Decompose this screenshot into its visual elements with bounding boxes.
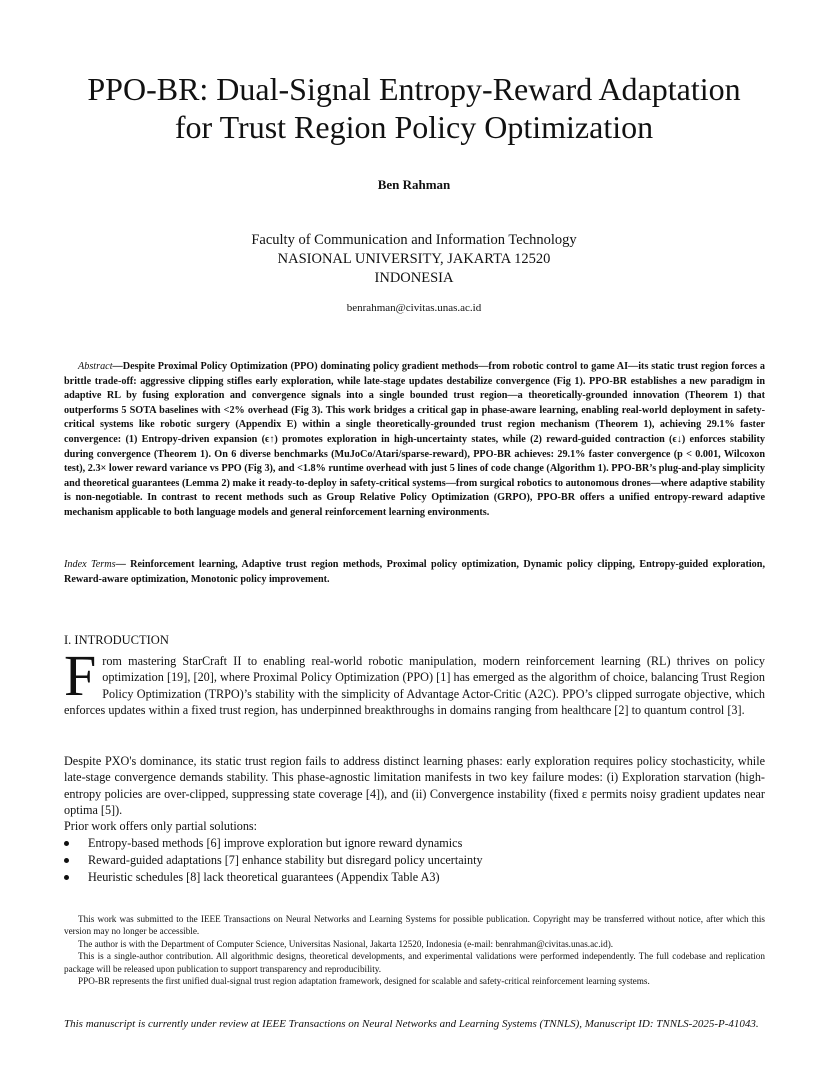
list-item (64, 852, 765, 869)
abstract-text: —Despite Proximal Policy Optimization (PPO) dominating policy gradient methods—from robotic control to game AI—its static trust region forces a brittle trade-off: aggressive clipping stifles early exploration, while late-stage updates destabilize convergence (Fig 1). PPO-BR establishes a new paradigm in adaptive RL by fusing exploration and convergence signals into a single bounded trust region—a theoretically-grounded innovation (Theorem 1) that outperforms 5 SOTA baselines with <2% overhead (Fig 3). This work bridges a critical gap in phase-aware learning, enabling real-world deployment in safety-critical systems like robotic surgery (Appendix E) within a single theoretically-grounded trust region mechanism (Theorem 1), achieving 29.1% faster convergence: (1) Entropy-driven expansion (ϵ↑) promotes exploration in high-uncertainty states, while (2) reward-guided contraction (ϵ↓) enforces stability during convergence (Theorem 1). On 6 diverse benchmarks (MuJoCo/Atari/sparse-reward), PPO-BR achieves: 29.1% faster convergence (p < 0.001, Wilcoxon test), 2.3× lower reward variance vs PPO (Fig 3), and <1.8% runtime overhead with just 5 lines of code change (Algorithm 1). PPO-BR’s plug-and-play simplicity and theoretical guarantees (Lemma 2) make it ready-to-deploy in safety-critical systems—from surgical robotics to autonomous drones—where adaptive stability is non-negotiable. In contrast to recent methods such as Group Relative Policy Optimization (GRPO), PPO-BR offers a unified entropy-reward adaptive mechanism applicable to both language models and general reinforcement learning environments. (64, 361, 765, 518)
intro-paragraph-3: Prior work offers only partial solutions: (64, 819, 258, 833)
list-item-text: Entropy-based methods [6] improve exploration but ignore reward dynamics (88, 836, 463, 850)
list-item-text: Heuristic schedules [8] lack theoretical guarantees (Appendix Table A3) (88, 870, 440, 884)
prior-work-list (64, 835, 765, 886)
section-heading-introduction: I. INTRODUCTION (64, 633, 169, 647)
list-item (64, 835, 765, 852)
author-email: benrahman@civitas.unas.ac.id (346, 302, 482, 314)
manuscript-note: This manuscript is currently under review at IEEE Transactions on Neural Networks and Learning Systems (TNNLS), Manuscript ID: TNNLS-2025-P-41043. (64, 1018, 759, 1030)
intro-paragraph-1 (64, 643, 765, 719)
author-name: Ben Rahman (377, 177, 451, 192)
abstract-label: Abstract (78, 361, 113, 372)
list-item-text: Reward-guided adaptations [7] enhance stability but disregard policy uncertainty (88, 853, 483, 867)
bullet-icon (64, 858, 69, 863)
affiliation-line-3: INDONESIA (374, 270, 454, 286)
paper-title (40, 70, 788, 146)
title-line-1: PPO-BR: Dual-Signal Entropy-Reward Adaptation (87, 71, 741, 107)
index-terms (64, 558, 765, 587)
footnote: The author is with the Department of Computer Science, Universitas Nasional, Jakarta 12520, Indonesia (e-mail: benrahman@civitas.unas.ac.id). (78, 938, 614, 949)
bullet-icon (64, 875, 69, 880)
title-line-2: for Trust Region Policy Optimization (174, 109, 654, 145)
footnotes (64, 913, 765, 987)
footnote: This work was submitted to the IEEE Transactions on Neural Networks and Learning Systems for possible publication. Copyright may be transferred without notice, after which this version may no longer be accessible. (64, 914, 765, 937)
drop-cap: F (64, 643, 97, 708)
index-terms-text: — Reinforcement learning, Adaptive trust region methods, Proximal policy optimization, Dynamic policy clipping, Entropy-guided exploration, Reward-aware optimization, Monotonic policy improvement. (64, 559, 765, 585)
footnote: This is a single-author contribution. All algorithmic designs, theoretical developments, and experimental validations were performed independently. The full codebase and replication package will be released upon publication to support transparency and reproducibility. (64, 951, 765, 974)
affiliation-line-1: Faculty of Communication and Information Technology (251, 232, 577, 248)
intro-paragraph-2: Despite PXO's dominance, its static trust region fails to address distinct learning phases: early exploration requires policy stochasticity, while late-stage convergence demands stability. This phase-agnostic limitation manifests in two key failure modes: (i) Exploration starvation (high-entropy policies are over-clipped, suppressing state coverage [4]), and (ii) Convergence instability (fixed ε permits noisy gradient updates near optima [5]). (64, 754, 765, 818)
affiliation (0, 231, 828, 288)
footnote: PPO-BR represents the first unified dual-signal trust region adaptation framework, designed for scalable and safety-critical reinforcement learning systems. (78, 976, 650, 987)
bullet-icon (64, 841, 69, 846)
index-terms-label: Index Terms (64, 559, 116, 570)
intro-paragraph-1-text: rom mastering StarCraft II to enabling real-world robotic manipulation, modern reinforcement learning (RL) thrives on policy optimization [19], [20], where Proximal Policy Optimization (PPO) [1] has emerged as the algorithm of choice, balancing Trust Region Policy Optimization (TRPO)’s stability with the simplicity of Advantage Actor-Critic (A2C). PPO’s clipped surrogate objective, which enforces updates within a fixed trust region, has underpinned breakthroughs in domains ranging from healthcare [2] to quantum control [3]. (64, 654, 765, 718)
list-item (64, 869, 765, 886)
affiliation-line-2: NASIONAL UNIVERSITY, JAKARTA 12520 (277, 251, 551, 267)
abstract (64, 360, 765, 521)
